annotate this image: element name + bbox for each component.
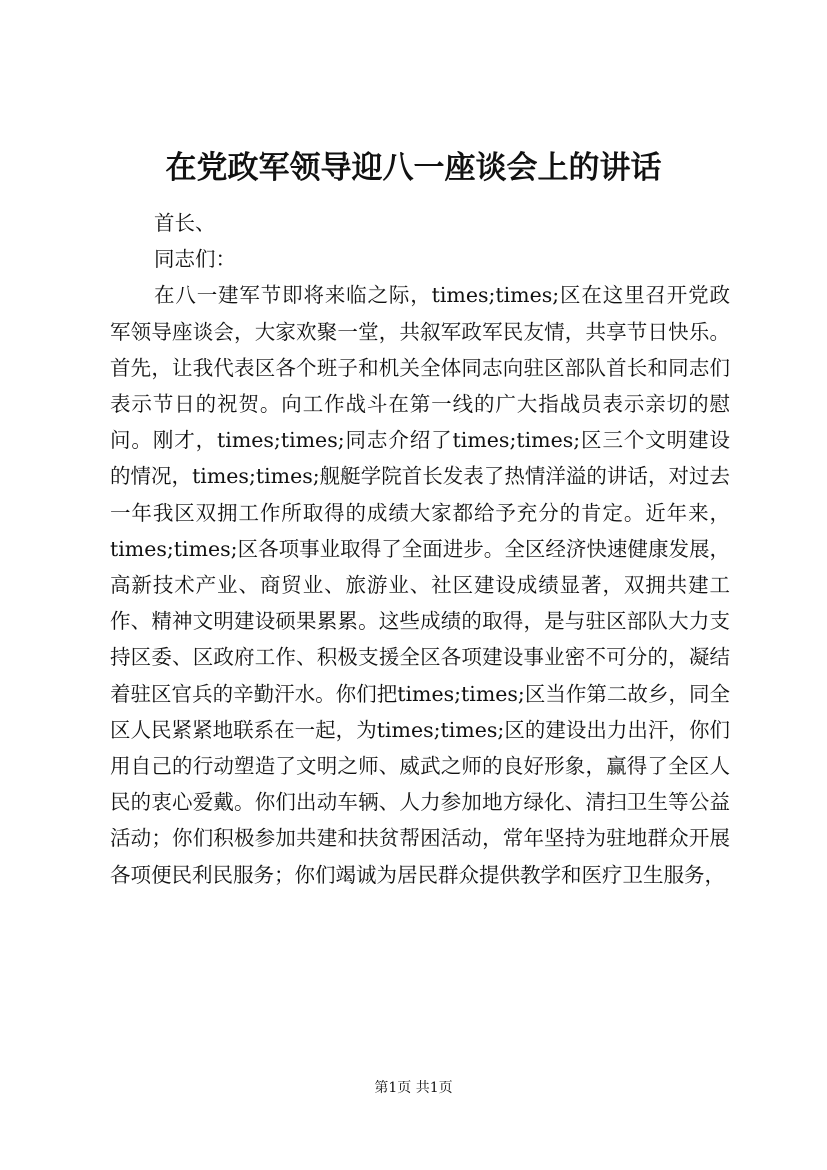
salutation-line-1: 首长、 <box>154 211 216 235</box>
salutation-line-2: 同志们： <box>154 247 236 272</box>
document-title: 在党政军领导迎八一座谈会上的讲话 <box>165 150 662 186</box>
body-paragraph: 在八一建军节即将来临之际，times;times;区在这里召开党政军领导座谈会，大家欢聚一堂，共叙军政军民友情，共享节日快乐。首先，让我代表区各个班子和机关全体同志向驻区部队首长和同志们表示节日的祝贺。向工作战斗在第一线的广大指战员表示亲切的慰问。刚才，times;times;同志介绍了times;times;区三个文明建设的情况，times;times;舰艇学院首长发表了热情洋溢的讲话，对过去一年我区双拥工作所取得的成绩大家都给予充分的肯定。近年来，times;times;区各项事业取得了全面进步。全区经济快速健康发展，高新技术产业、商贸业、旅游业、社区建设成绩显著，双拥共建工作、精神文明建设硕果累累。这些成绩的取得，是与驻区部队大力支持区委、区政府工作、积极支援全区各项建设事业密不可分的，凝结着驻区官兵的辛勤汗水。你们把times;times;区当作第二故乡，同全区人民紧紧地联系在一起，为times;times;区的建设出力出汗，你们用自己的行动塑造了文明之师、威武之师的良好形象，赢得了全区人民的衷心爱戴。你们出动车辆、人力参加地方绿化、清扫卫生等公益活动；你们积极参加共建和扶贫帮困活动，常年坚持为驻地群众开展各项便民利民服务；你们竭诚为居民群众提供教学和医疗卫生服务， <box>110 283 730 887</box>
page-footer: 第1页 共1页 <box>374 1080 453 1096</box>
document-body <box>110 205 730 893</box>
